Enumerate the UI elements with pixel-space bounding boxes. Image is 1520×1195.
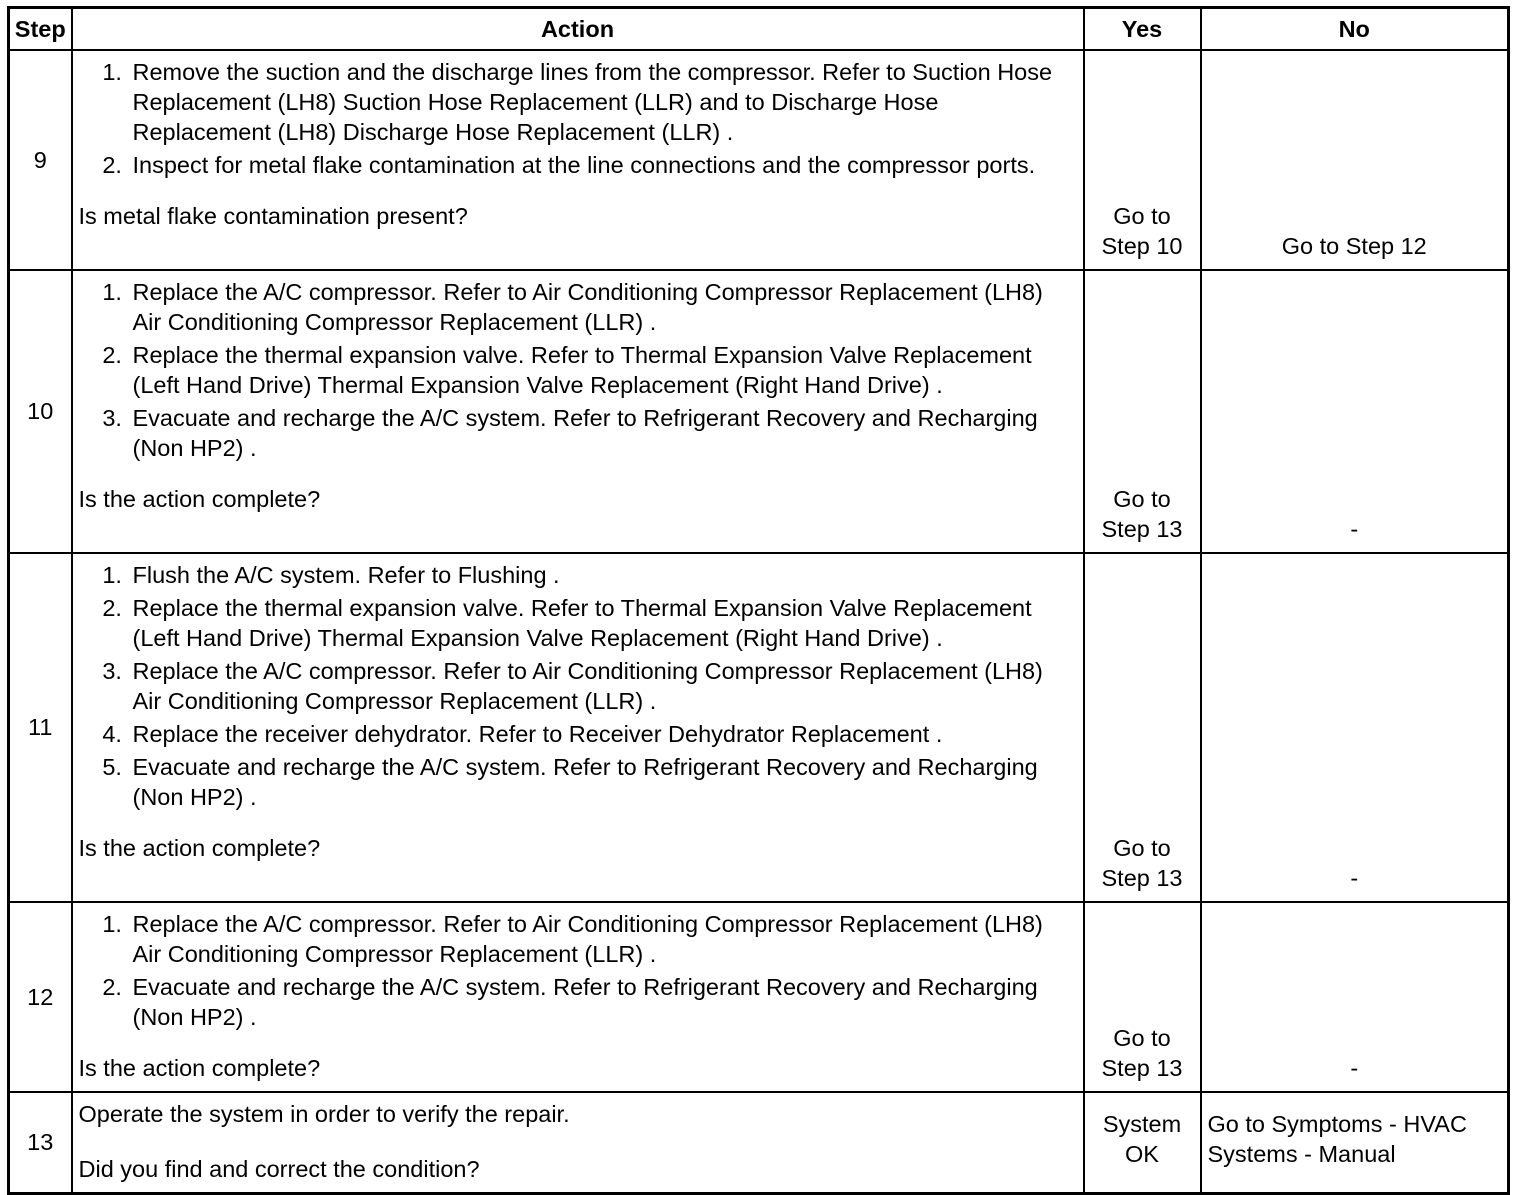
step-number: 13 xyxy=(9,1092,72,1194)
yes-cell xyxy=(1084,902,1201,1092)
action-item: 2. Evacuate and recharge the A/C system. Refer to Refrigerant Recovery and Recharging (Non HP2) . xyxy=(129,972,1065,1032)
action-item: 2. Replace the thermal expansion valve. Refer to Thermal Expansion Valve Replacement (Left Hand Drive) Thermal Expansion Valve Replacement (Right Hand Drive) . xyxy=(129,340,1065,400)
question-text: Is the action complete? xyxy=(78,486,321,512)
action-item: 1. Replace the A/C compressor. Refer to Air Conditioning Compressor Replacement (LH8) Air Conditioning Compressor Replacement (LLR) . xyxy=(129,909,1065,969)
step-number: 9 xyxy=(9,50,72,270)
yes-link[interactable]: Step 13 xyxy=(1101,865,1183,891)
header-row xyxy=(9,8,1509,51)
no-cell xyxy=(1201,270,1509,553)
yes-result: OK xyxy=(1125,1140,1159,1167)
action-list xyxy=(79,57,1065,180)
yes-link[interactable]: Go to xyxy=(1113,486,1171,512)
step-number: 12 xyxy=(9,902,72,1092)
action-cell xyxy=(72,902,1084,1092)
question-text: Is the action complete? xyxy=(78,835,321,861)
action-item: 3. Evacuate and recharge the A/C system. Refer to Refrigerant Recovery and Recharging (Non HP2) . xyxy=(129,403,1065,463)
step-number: 10 xyxy=(9,270,72,553)
no-cell xyxy=(1201,553,1509,902)
table-row xyxy=(9,1092,1509,1194)
action-text: Operate the system in order to verify the repair. xyxy=(78,1101,570,1127)
yes-cell xyxy=(1084,270,1201,553)
action-list xyxy=(79,909,1065,1032)
action-item: 2. Inspect for metal flake contamination at the line connections and the compressor ports. xyxy=(129,150,1065,180)
yes-link[interactable]: Go to xyxy=(1113,203,1171,229)
action-item: 1. Flush the A/C system. Refer to Flushing . xyxy=(129,560,1065,590)
action-item: 4. Replace the receiver dehydrator. Refer to Receiver Dehydrator Replacement . xyxy=(129,719,1065,749)
action-cell xyxy=(72,270,1084,553)
table-row xyxy=(9,50,1509,270)
header-action: Action xyxy=(72,8,1084,51)
action-cell xyxy=(72,1092,1084,1194)
header-no: No xyxy=(1201,8,1509,51)
header-yes: Yes xyxy=(1084,8,1201,51)
action-cell xyxy=(72,553,1084,902)
no-value: - xyxy=(1350,1055,1359,1081)
question-text: Is metal flake contamination present? xyxy=(78,203,468,229)
no-value: - xyxy=(1350,865,1359,891)
action-item: 2. Replace the thermal expansion valve. Refer to Thermal Expansion Valve Replacement (Left Hand Drive) Thermal Expansion Valve Replacement (Right Hand Drive) . xyxy=(129,593,1065,653)
question-text: Did you find and correct the condition? xyxy=(78,1156,480,1182)
yes-link[interactable]: Step 10 xyxy=(1101,233,1183,259)
action-item: 1. Remove the suction and the discharge lines from the compressor. Refer to Suction Hose Replacement (LH8) Suction Hose Replacement (LLR) and to Discharge Hose Replacement (LH8) Discharge Hose Replacement (LLR) . xyxy=(129,57,1065,147)
no-cell xyxy=(1201,50,1509,270)
diagnostic-table xyxy=(7,6,1510,1195)
yes-link[interactable]: Go to xyxy=(1113,835,1171,861)
yes-link[interactable]: Step 13 xyxy=(1101,1055,1183,1081)
action-list xyxy=(79,560,1065,812)
no-link[interactable]: Go to Step 12 xyxy=(1281,233,1427,259)
yes-cell xyxy=(1084,553,1201,902)
action-item: 5. Evacuate and recharge the A/C system. Refer to Refrigerant Recovery and Recharging (Non HP2) . xyxy=(129,752,1065,812)
action-item: 1. Replace the A/C compressor. Refer to Air Conditioning Compressor Replacement (LH8) Air Conditioning Compressor Replacement (LLR) . xyxy=(129,277,1065,337)
table-row xyxy=(9,553,1509,902)
question-text: Is the action complete? xyxy=(78,1055,321,1081)
action-list xyxy=(79,277,1065,463)
no-link[interactable]: Go to Symptoms - HVAC xyxy=(1207,1110,1467,1137)
header-step: Step xyxy=(9,8,72,51)
no-cell xyxy=(1201,1092,1509,1194)
table-row xyxy=(9,270,1509,553)
step-number: 11 xyxy=(9,553,72,902)
no-link[interactable]: Systems - Manual xyxy=(1207,1140,1396,1167)
no-value: - xyxy=(1350,516,1359,542)
action-item: 3. Replace the A/C compressor. Refer to Air Conditioning Compressor Replacement (LH8) Air Conditioning Compressor Replacement (LLR) . xyxy=(129,656,1065,716)
yes-link[interactable]: Step 13 xyxy=(1101,516,1183,542)
no-cell xyxy=(1201,902,1509,1092)
action-cell xyxy=(72,50,1084,270)
yes-link[interactable]: Go to xyxy=(1113,1025,1171,1051)
yes-cell xyxy=(1084,1092,1201,1194)
yes-cell xyxy=(1084,50,1201,270)
table-row xyxy=(9,902,1509,1092)
yes-result: System xyxy=(1102,1110,1182,1137)
